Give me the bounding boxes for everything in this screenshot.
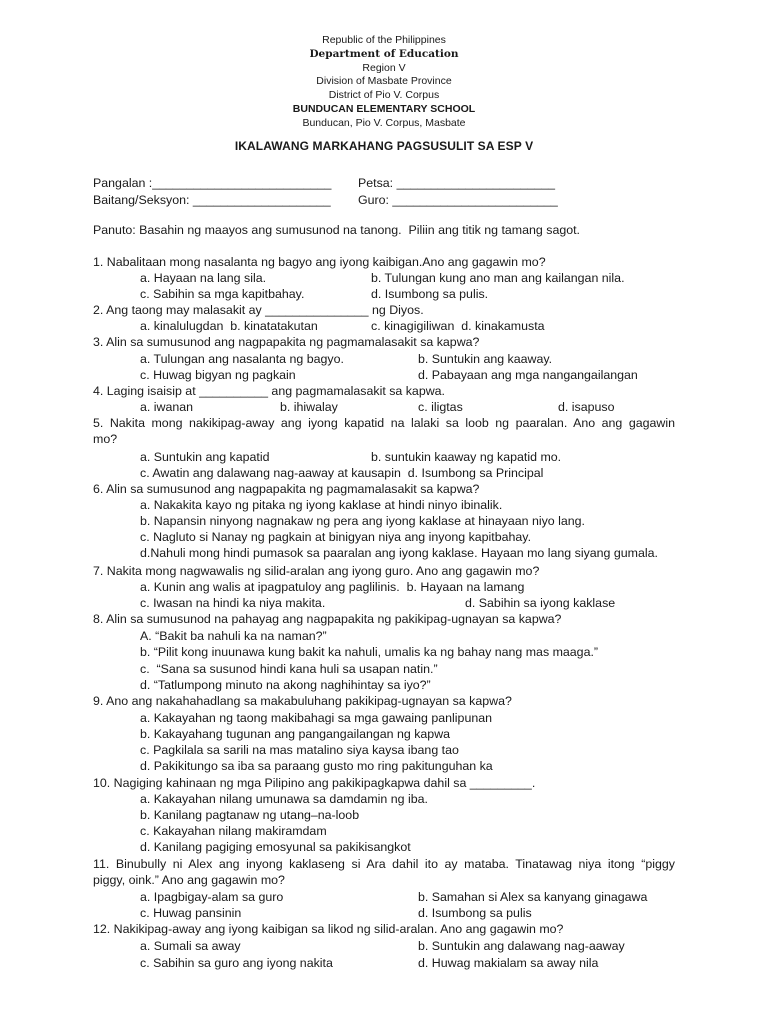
q7-choice-c: c. Iwasan na hindi ka niya makita. bbox=[140, 596, 326, 610]
q6-choice-d: d.Nahuli mong hindi pumasok sa paaralan ang iyong kaklase. Hayaan mo lang siyang gumala. bbox=[140, 546, 658, 560]
division-line: Division of Masbate Province bbox=[316, 75, 452, 87]
question-11: 11. Binubully ni Alex ang inyong kaklaseng si Ara dahil ito ay mataba. Tinatawag niya itong “piggy bbox=[93, 857, 675, 871]
question-9: 9. Ano ang nakahahadlang sa makabuluhang pakikipag-ugnayan sa kapwa? bbox=[93, 694, 512, 708]
q1-choice-d: d. Isumbong sa pulis. bbox=[371, 287, 489, 301]
q2-choices-ab: a. kinalulugdan b. kinatatakutan bbox=[140, 319, 318, 333]
teacher-field: Guro: ________________________ bbox=[358, 193, 558, 207]
q6-choice-c: c. Nagluto si Nanay ng pagkain at binigyan niya ang inyong kapitbahay. bbox=[140, 530, 532, 544]
q3-choice-d: d. Pabayaan ang mga nangangailangan bbox=[418, 368, 638, 382]
q12-choice-d: d. Huwag makialam sa away nila bbox=[418, 956, 599, 970]
q9-choice-b: b. Kakayahang tugunan ang pangangailangan ng kapwa bbox=[140, 727, 451, 741]
q10-choice-d: d. Kanilang pagiging emosyunal sa pakikisangkot bbox=[140, 840, 411, 854]
question-11-cont: piggy, oink.” Ano ang gagawin mo? bbox=[93, 873, 285, 887]
q11-choice-a: a. Ipagbigay-alam sa guro bbox=[140, 890, 284, 904]
q3-choice-c: c. Huwag bigyan ng pagkain bbox=[140, 368, 296, 382]
question-8: 8. Alin sa sumusunod na pahayag ang nagpapakita ng pakikipag-ugnayan sa kapwa? bbox=[93, 612, 562, 626]
q4-choice-b: b. ihiwalay bbox=[280, 400, 338, 414]
q4-choice-c: c. iligtas bbox=[418, 400, 463, 414]
school-name: BUNDUCAN ELEMENTARY SCHOOL bbox=[292, 103, 476, 115]
question-5: 5. Nakita mong nakikipag-away ang iyong kapatid na lalaki sa loob ng paaralan. Ano ang gagawin bbox=[93, 416, 675, 430]
q10-choice-a: a. Kakayahan nilang umunawa sa damdamin ng iba. bbox=[140, 792, 428, 806]
q6-choice-a: a. Nakakita kayo ng pitaka ng iyong kaklase at hindi ninyo ibinalik. bbox=[140, 498, 503, 512]
question-5-cont: mo? bbox=[93, 432, 118, 446]
q4-choice-a: a. iwanan bbox=[140, 400, 194, 414]
q10-choice-c: c. Kakayahan nilang makiramdam bbox=[140, 824, 327, 838]
question-4: 4. Laging isaisip at __________ ang pagmamalasakit sa kapwa. bbox=[93, 384, 445, 398]
question-6: 6. Alin sa sumusunod ang nagpapakita ng pagmamalasakit sa kapwa? bbox=[93, 482, 480, 496]
q1-choice-a: a. Hayaan na lang sila. bbox=[140, 271, 267, 285]
grade-section-field: Baitang/Seksyon: ____________________ bbox=[93, 193, 331, 207]
q5-choice-a: a. Suntukin ang kapatid bbox=[140, 450, 270, 464]
question-12: 12. Nakikipag-away ang iyong kaibigan sa likod ng silid-aralan. Ano ang gagawin mo? bbox=[93, 922, 564, 936]
q3-choice-a: a. Tulungan ang nasalanta ng bagyo. bbox=[140, 352, 344, 366]
school-address: Bunducan, Pio V. Corpus, Masbate bbox=[302, 117, 466, 129]
q9-choice-a: a. Kakayahan ng taong makibahagi sa mga gawaing panlipunan bbox=[140, 711, 493, 725]
q8-choice-c: c. “Sana sa susunod hindi kana huli sa usapan natin.” bbox=[140, 662, 438, 676]
q11-choice-b: b. Samahan si Alex sa kanyang ginagawa bbox=[418, 890, 648, 904]
q9-choice-c: c. Pagkilala sa sarili na mas matalino siya kaysa ibang tao bbox=[140, 743, 459, 757]
region-line: Region V bbox=[362, 62, 406, 74]
name-field: Pangalan :__________________________ bbox=[93, 176, 332, 190]
q8-choice-a: A. “Bakit ba nahuli ka na naman?” bbox=[140, 629, 327, 643]
q11-choice-c: c. Huwag pansinin bbox=[140, 906, 242, 920]
question-2: 2. Ang taong may malasakit ay _______________ ng Diyos. bbox=[93, 303, 424, 317]
q5-choices-cd: c. Awatin ang dalawang nag-aaway at kausapin d. Isumbong sa Principal bbox=[140, 466, 544, 480]
q7-choices-ab: a. Kunin ang walis at ipagpatuloy ang paglilinis. b. Hayaan na lamang bbox=[140, 580, 525, 594]
q8-choice-d: d. “Tatlumpong minuto na akong naghihintay sa iyo?” bbox=[140, 678, 431, 692]
q6-choice-b: b. Napansin ninyong nagnakaw ng pera ang iyong kaklase at hinayaan niyo lang. bbox=[140, 514, 586, 528]
republic-line: Republic of the Philippines bbox=[322, 34, 446, 46]
q12-choice-b: b. Suntukin ang dalawang nag-aaway bbox=[418, 939, 625, 953]
q7-choice-d: d. Sabihin sa iyong kaklase bbox=[465, 596, 616, 610]
date-field: Petsa: _______________________ bbox=[358, 176, 556, 190]
q4-choice-d: d. isapuso bbox=[558, 400, 615, 414]
q5-choice-b: b. suntukin kaaway ng kapatid mo. bbox=[371, 450, 562, 464]
q1-choice-b: b. Tulungan kung ano man ang kailangan nila. bbox=[371, 271, 625, 285]
department-line: Department of Education bbox=[309, 48, 459, 60]
instructions: Panuto: Basahin ng maayos ang sumusunod na tanong. Piliin ang titik ng tamang sagot. bbox=[93, 223, 580, 237]
q12-choice-a: a. Sumali sa away bbox=[140, 939, 241, 953]
exam-title: IKALAWANG MARKAHANG PAGSUSULIT SA ESP V bbox=[234, 139, 534, 153]
q10-choice-b: b. Kanilang pagtanaw ng utang–na-loob bbox=[140, 808, 360, 822]
q2-choices-cd: c. kinagigiliwan d. kinakamusta bbox=[371, 319, 545, 333]
question-3: 3. Alin sa sumusunod ang nagpapakita ng pagmamalasakit sa kapwa? bbox=[93, 335, 480, 349]
question-7: 7. Nakita mong nagwawalis ng silid-aralan ang iyong guro. Ano ang gagawin mo? bbox=[93, 564, 540, 578]
q3-choice-b: b. Suntukin ang kaaway. bbox=[418, 352, 553, 366]
q8-choice-b: b. “Pilit kong inuunawa kung bakit ka nahuli, umalis ka ng bahay nang mas maaga.” bbox=[140, 645, 599, 659]
q9-choice-d: d. Pakikitungo sa iba sa paraang gusto mo ring pakitunguhan ka bbox=[140, 759, 493, 773]
q12-choice-c: c. Sabihin sa guro ang iyong nakita bbox=[140, 956, 333, 970]
district-line: District of Pio V. Corpus bbox=[328, 89, 440, 101]
q1-choice-c: c. Sabihin sa mga kapitbahay. bbox=[140, 287, 305, 301]
question-1: 1. Nabalitaan mong nasalanta ng bagyo ang iyong kaibigan.Ano ang gagawin mo? bbox=[93, 255, 546, 269]
q11-choice-d: d. Isumbong sa pulis bbox=[418, 906, 532, 920]
question-10: 10. Nagiging kahinaan ng mga Pilipino ang pakikipagkapwa dahil sa _________. bbox=[93, 776, 536, 790]
